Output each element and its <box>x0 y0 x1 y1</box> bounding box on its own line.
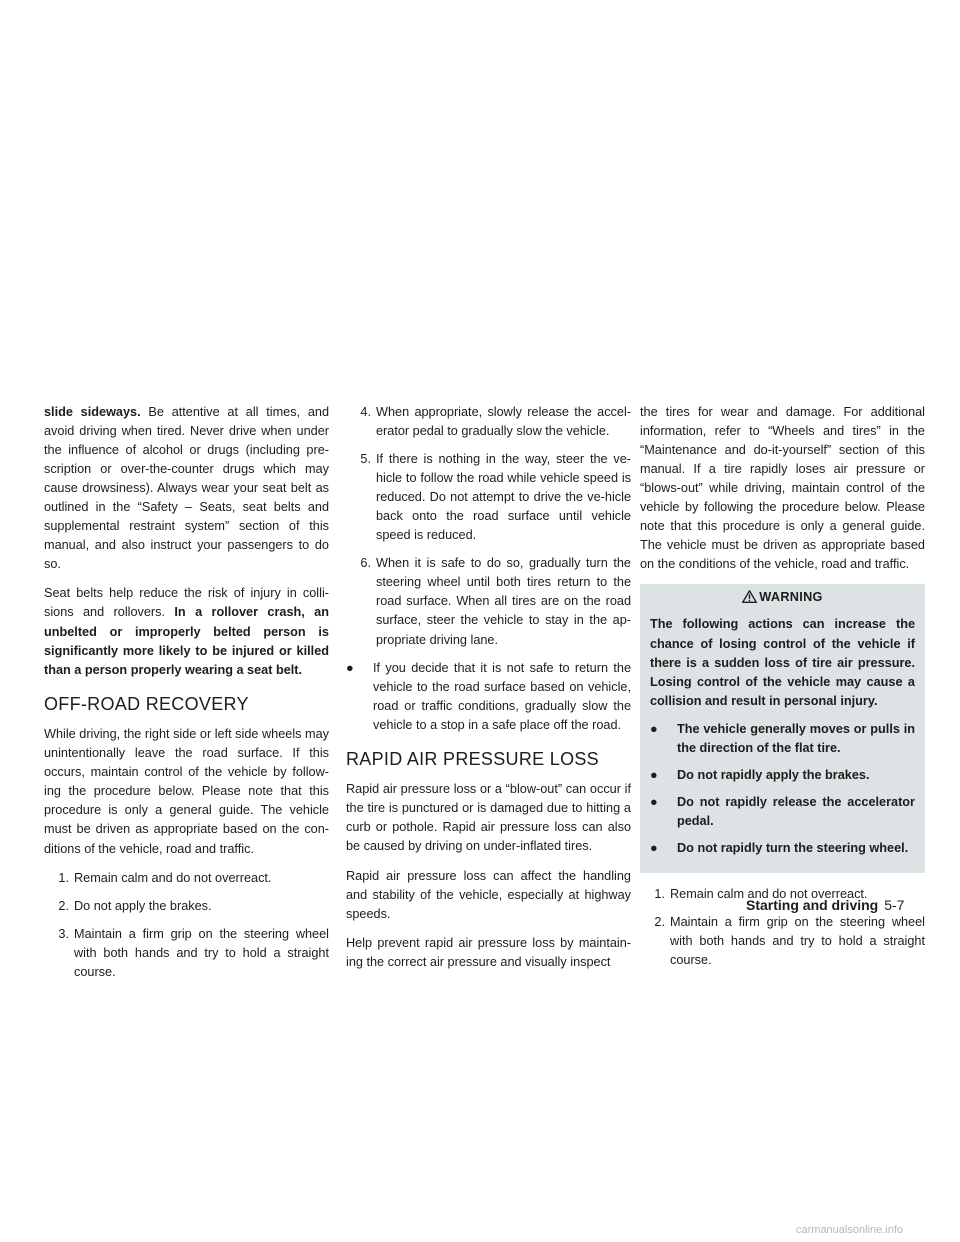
warning-intro: The following actions can increase the chance of losing control of the vehicle if there is a sudden loss of tire air pressure. Losing control of the vehicle may cause a collision and result in personal injury. <box>650 617 915 708</box>
list-text: When appropriate, slowly release the accel-erator pedal to gradually slow the vehicle. <box>376 405 631 439</box>
list-text: Remain calm and do not overreact. <box>670 886 868 901</box>
bullet-icon: ● <box>346 660 354 675</box>
bullet-icon: ● <box>650 840 658 855</box>
bullet-icon: ● <box>650 794 658 809</box>
bullet-text: If you decide that it is not safe to return the vehicle to the road surface based on vehicle, road or traffic conditions, gradually slow the vehicle to a stop in a safe place off the road. <box>373 660 631 732</box>
bullet-text: Do not rapidly turn the steering wheel. <box>677 840 909 855</box>
heading-off-road-recovery: OFF-ROAD RECOVERY <box>44 693 249 714</box>
warning-bullet <box>650 720 915 758</box>
list-text: If there is nothing in the way, steer the ve-hicle to follow the road while vehicle speed is reduced. Do not attempt to drive the ve-hicle back onto the road surface until vehicle speed is reduced. <box>376 452 631 543</box>
list-item <box>346 450 631 545</box>
warning-triangle-icon <box>742 590 757 603</box>
page-number: 5-7 <box>884 897 905 913</box>
bold-lead-in: slide sideways. <box>44 405 141 419</box>
warning-bullet <box>650 766 915 785</box>
list-number: 1. <box>654 886 665 901</box>
watermark: carmanualsonline.info <box>796 1224 904 1236</box>
paragraph: Rapid air pressure loss can affect the handling and stability of the vehicle, especially at highway speeds. <box>346 868 631 921</box>
paragraph-seat-belt-advice <box>44 403 329 574</box>
column-3 <box>640 403 925 979</box>
list-item <box>44 869 329 888</box>
paragraph: Help prevent rapid air pressure loss by maintain-ing the correct air pressure and visually inspect <box>346 935 631 969</box>
warning-title-text: WARNING <box>759 590 823 605</box>
list-text: Maintain a firm grip on the steering wheel with both hands and try to hold a straight course. <box>670 915 925 968</box>
warning-title <box>650 588 915 607</box>
list-text: Do not apply the brakes. <box>74 898 212 913</box>
list-text: Remain calm and do not overreact. <box>74 870 272 885</box>
list-text: When it is safe to do so, gradually turn the steering wheel until both tires return to the road surface. When all tires are on the road surface, steer the vehicle to stay in the ap-propriate driving lane. <box>376 556 631 647</box>
list-number: 3. <box>58 926 69 941</box>
heading-rapid-air-pressure-loss: RAPID AIR PRESSURE LOSS <box>346 748 599 769</box>
list-number: 4. <box>360 405 371 419</box>
list-item <box>640 913 925 970</box>
paragraph: Rapid air pressure loss or a “blow-out” can occur if the tire is punctured or is damaged due to hitting a curb or pothole. Rapid air pressure loss can also be caused by driving on under-inflated tires. <box>346 782 631 854</box>
list-number: 2. <box>654 915 665 930</box>
warning-bullet <box>650 839 915 858</box>
list-number: 1. <box>58 870 69 885</box>
list-text: Maintain a firm grip on the steering wheel with both hands and try to hold a straight course. <box>74 926 329 979</box>
paragraph-off-road-intro: While driving, the right side or left side wheels may unintentionally leave the road surface. If this occurs, maintain control of the vehicle by follow-ing the procedure below. Please note that this procedure is only a general guide. The vehicle must be driven as appropriate based on the con-ditions of the vehicle, road and traffic. <box>44 727 329 856</box>
paragraph: the tires for wear and damage. For additional information, refer to “Wheels and tires” in the “Maintenance and do-it-yourself” section of this manual. If a tire rapidly loses air pressure or “blows-out” while driving, maintain control of the vehicle by following the procedure below. Please note that this procedure is only a general guide. The vehicle must be driven as appropriate based on the conditions of the vehicle, road and traffic. <box>640 405 925 572</box>
bold-warning-text: In a rollover crash, an unbelted or improperly belted person is significantly more likely to be injured or killed than a person properly wearing a seat belt. <box>44 605 329 677</box>
list-number: 6. <box>360 556 371 571</box>
paragraph-text: Be attentive at all times, and avoid driving when tired. Never drive when under the influence of alcohol or drugs (including pre-scription or over-the-counter drugs which may cause drowsiness). Always wear your seat belt as outlined in the “Safety – Seats, seat belts and supplemental restraint system” section of this manual, and also instruct your passengers to do so. <box>44 405 329 572</box>
column-1 <box>44 403 329 991</box>
list-number: 5. <box>360 452 371 467</box>
list-number: 2. <box>58 898 69 913</box>
bullet-text: Do not rapidly release the accelerator pedal. <box>677 794 915 828</box>
list-item <box>44 897 329 916</box>
section-title: Starting and driving <box>746 897 879 913</box>
list-item <box>44 925 329 982</box>
warning-bullet <box>650 793 915 831</box>
paragraph-rollover <box>44 584 329 679</box>
paragraph-text: Seat belts help reduce the risk of injury in colli-sions and rollovers. <box>44 586 329 620</box>
warning-box <box>640 584 925 873</box>
column-2 <box>346 403 631 982</box>
bullet-text: The vehicle generally moves or pulls in the direction of the flat tire. <box>677 721 915 755</box>
bullet-icon: ● <box>650 767 658 782</box>
bullet-item <box>346 659 631 735</box>
list-item <box>346 554 631 649</box>
bullet-text: Do not rapidly apply the brakes. <box>677 767 870 782</box>
page-footer <box>746 895 904 916</box>
list-item <box>346 403 631 441</box>
bullet-icon: ● <box>650 721 658 736</box>
